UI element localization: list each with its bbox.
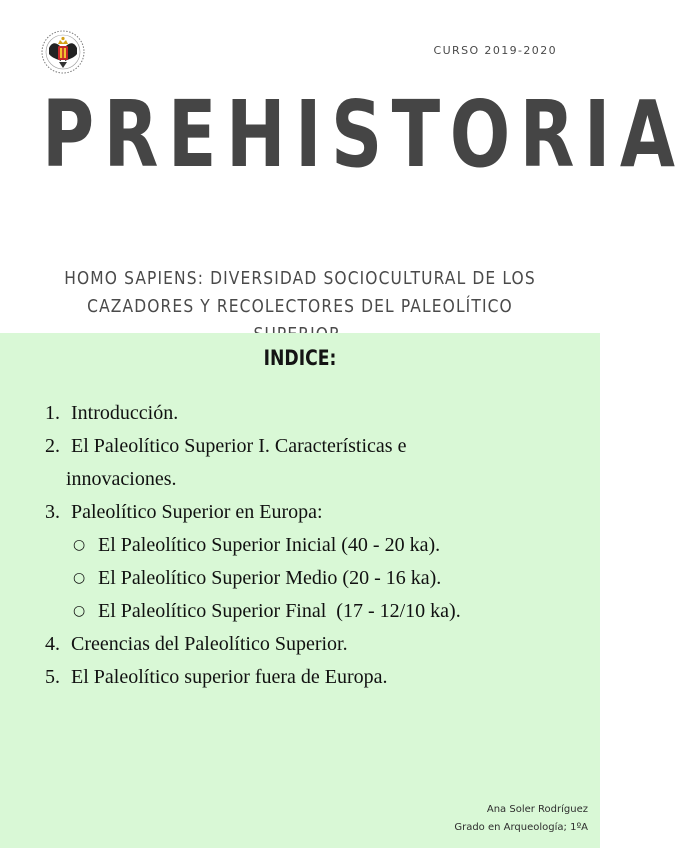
item-number: 3. xyxy=(45,501,60,523)
item-text: Paleolítico Superior en Europa: xyxy=(71,501,323,523)
index-list xyxy=(45,397,585,694)
index-item xyxy=(45,628,585,661)
subtitle-line: HOMO SAPIENS: DIVERSIDAD SOCIOCULTURAL DE LOS xyxy=(64,268,536,289)
item-text: Introducción. xyxy=(71,402,179,424)
author-name: Ana Soler Rodríguez xyxy=(486,804,588,815)
item-number: 4. xyxy=(45,633,60,655)
index-subitem xyxy=(45,562,585,595)
subitem-text: El Paleolítico Superior Inicial (40 - 20 ka). xyxy=(98,534,441,556)
index-item xyxy=(45,397,585,430)
item-text: Creencias del Paleolítico Superior. xyxy=(71,633,348,655)
author-block xyxy=(454,801,588,837)
index-item xyxy=(45,430,585,463)
item-number: 2. xyxy=(45,435,60,457)
item-number: 1. xyxy=(45,402,60,424)
index-subitem xyxy=(45,595,585,628)
index-item xyxy=(45,496,585,529)
item-number: 5. xyxy=(45,666,60,688)
item-text: El Paleolítico Superior I. Características e xyxy=(71,435,407,457)
index-subitem xyxy=(45,529,585,562)
index-heading: INDICE: xyxy=(263,346,337,370)
subtitle-line: CAZADORES Y RECOLECTORES DEL PALEOLÍTICO xyxy=(87,296,513,317)
course-year: CURSO 2019-2020 xyxy=(433,44,557,57)
item-text: El Paleolítico superior fuera de Europa. xyxy=(71,666,388,688)
degree-info: Grado en Arqueología; 1ºA xyxy=(454,822,588,833)
circle-bullet-icon: ○ xyxy=(73,570,86,586)
circle-bullet-icon: ○ xyxy=(73,537,86,553)
subitem-text: El Paleolítico Superior Medio (20 - 16 ka). xyxy=(98,567,442,589)
university-crest-icon xyxy=(40,28,86,76)
page-title: PREHISTORIA xyxy=(42,81,684,188)
item-continuation: innovaciones. xyxy=(66,468,177,490)
index-item xyxy=(45,661,585,694)
circle-bullet-icon: ○ xyxy=(73,603,86,619)
subitem-text: El Paleolítico Superior Final (17 - 12/10 ka). xyxy=(98,600,461,622)
